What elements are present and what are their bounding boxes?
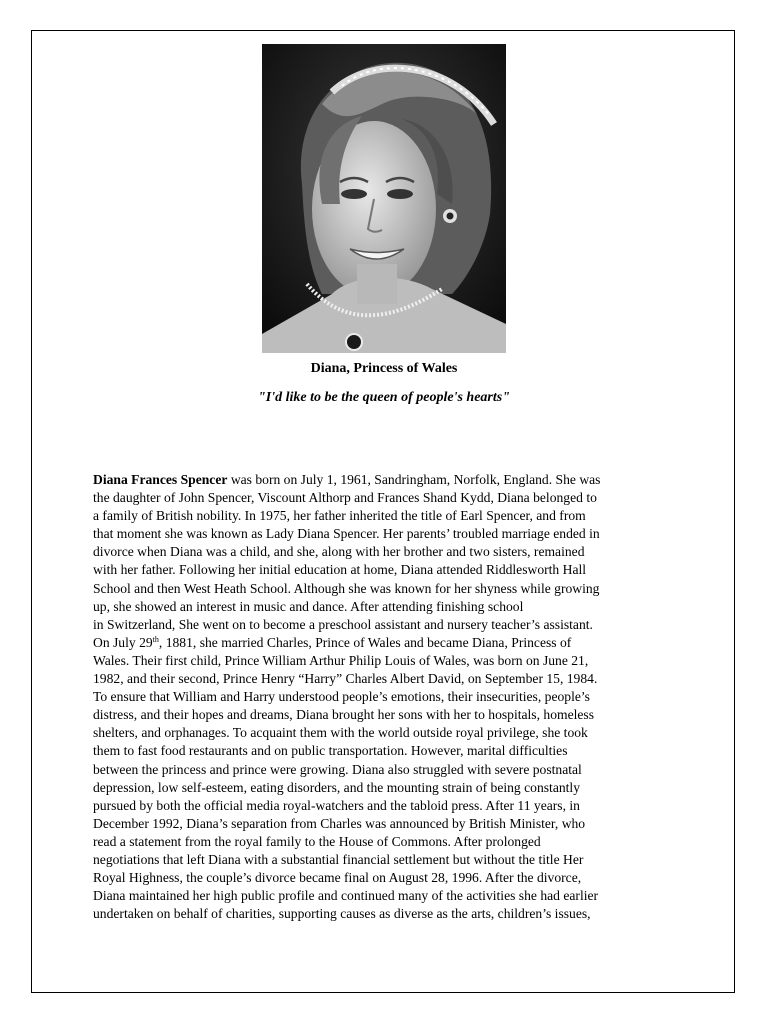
- photo-caption-title: Diana, Princess of Wales: [310, 361, 458, 376]
- body-line: up, she showed an interest in music and dance. After attending finishing school: [93, 598, 524, 614]
- body-line: Wales. Their first child, Prince William Arthur Philip Louis of Wales, was born on June 21,: [93, 652, 589, 668]
- body-line: [93, 634, 678, 652]
- body-line: To ensure that William and Harry understood people’s emotions, their insecurities, people’s: [93, 689, 590, 705]
- body-line: between the princess and prince were growing. Diana also struggled with severe postnatal: [93, 761, 582, 777]
- body-line: December 1992, Diana’s separation from Charles was announced by British Minister, who: [93, 815, 586, 831]
- body-line: [93, 471, 678, 489]
- subject-name: Diana Frances Spencer: [93, 472, 228, 487]
- body-line: in Switzerland, She went on to become a preschool assistant and nursery teacher’s assistant.: [93, 616, 593, 632]
- body-line: that moment she was known as Lady Diana Spencer. Her parents’ troubled marriage ended in: [93, 526, 600, 542]
- body-line: 1982, and their second, Prince Henry “Harry” Charles Albert David, on September 15, 1984.: [93, 671, 598, 687]
- body-line: pursued by both the official media royal-watchers and the tabloid press. After 11 years, in: [93, 797, 580, 813]
- body-line-text: , 1881, she married Charles, Prince of Wales and became Diana, Princess of: [158, 634, 572, 650]
- body-line: Diana maintained her high public profile and continued many of the activities she had earlier: [93, 888, 599, 904]
- body-line: read a statement from the royal family to the House of Commons. After prolonged: [93, 833, 541, 849]
- ordinal-superscript: th: [152, 634, 159, 644]
- body-line-text: On July 29: [93, 634, 153, 650]
- body-line: undertaken on behalf of charities, supporting causes as diverse as the arts, children’s issues,: [93, 906, 591, 922]
- biography-paragraph: [93, 471, 678, 923]
- body-line: the daughter of John Spencer, Viscount Althorp and Frances Shand Kydd, Diana belonged to: [93, 490, 597, 506]
- body-line: negotiations that left Diana with a substantial financial settlement but without the title Her: [93, 851, 584, 867]
- body-line: School and then West Heath School. Although she was known for her shyness while growing: [93, 580, 600, 596]
- body-line: distress, and their hopes and dreams, Diana brought her sons with her to hospitals, homeless: [93, 707, 594, 723]
- body-line: with her father. Following her initial education at home, Diana attended Riddlesworth Hall: [93, 562, 587, 578]
- portrait-illustration: [262, 44, 506, 353]
- body-line: divorce when Diana was a child, and she, along with her brother and two sisters, remained: [93, 544, 585, 560]
- body-line-text: was born on July 1, 1961, Sandringham, Norfolk, England. She was: [227, 472, 601, 487]
- photo-caption-quote: "I'd like to be the queen of people's hearts": [258, 390, 510, 405]
- body-line: a family of British nobility. In 1975, her father inherited the title of Earl Spencer, and from: [93, 508, 586, 524]
- body-line: them to fast food restaurants and on public transportation. However, marital difficulties: [93, 743, 568, 759]
- portrait-photo: [262, 44, 506, 353]
- body-line: shelters, and orphanages. To acquaint them with the world outside royal privilege, she took: [93, 725, 588, 741]
- body-line: Royal Highness, the couple’s divorce became final on August 28, 1996. After the divorce,: [93, 870, 582, 886]
- body-line: depression, low self-esteem, eating disorders, and the mounting strain of being constantly: [93, 779, 580, 795]
